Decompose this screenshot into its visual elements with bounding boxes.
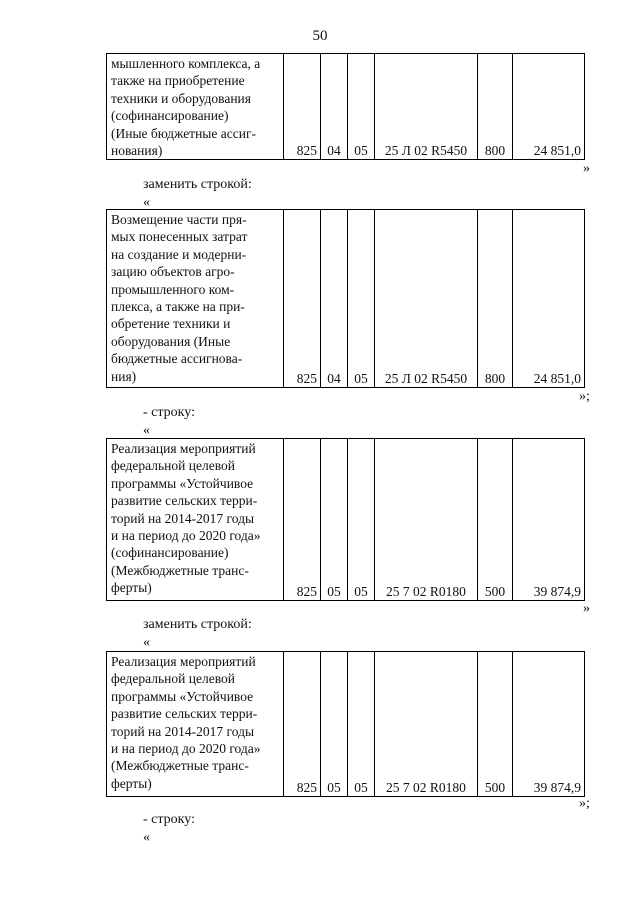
expense-type-code: 800 <box>478 54 513 160</box>
budget-table-2 <box>106 209 585 388</box>
item-name-line: и на период до 2020 года» <box>111 741 261 757</box>
item-name-cell <box>107 439 284 601</box>
budget-table-1 <box>106 53 585 160</box>
item-name-line: развитие сельских терри- <box>111 706 258 722</box>
item-name-line: Реализация мероприятий <box>111 441 256 456</box>
table-row <box>107 210 585 388</box>
item-name-line: торий на 2014-2017 годы <box>111 723 255 739</box>
item-name-line: (Межбюджетные транс- <box>111 758 249 774</box>
close-quote: » <box>583 161 590 176</box>
subsection-code: 05 <box>348 652 375 797</box>
ministry-code: 825 <box>284 652 321 797</box>
page-number: 50 <box>312 28 328 44</box>
ministry-code: 825 <box>284 210 321 388</box>
item-name-line: Возмещение части пря- <box>111 212 247 227</box>
item-name-line: бюджетные ассигнова- <box>111 351 243 367</box>
close-quote: » <box>583 601 590 616</box>
expense-type-code: 500 <box>478 652 513 797</box>
ministry-code: 825 <box>284 54 321 160</box>
close-quote: »; <box>579 389 590 404</box>
item-name-line: федеральной целевой <box>111 458 235 474</box>
item-name-line: (Иные бюджетные ассиг- <box>111 125 256 141</box>
amount: 39 874,9 <box>513 652 585 797</box>
subsection-code: 05 <box>348 210 375 388</box>
item-name-line: зацию объектов агро- <box>111 264 235 280</box>
item-name-cell <box>107 210 284 388</box>
amount: 39 874,9 <box>513 439 585 601</box>
item-name-cell <box>107 54 284 160</box>
amount: 24 851,0 <box>513 210 585 388</box>
item-name-line: развитие сельских терри- <box>111 493 258 509</box>
expense-type-code: 500 <box>478 439 513 601</box>
open-quote: « <box>143 830 150 845</box>
item-name-line: ферты) <box>111 775 152 791</box>
item-name-line: (софинансирование) <box>111 108 229 124</box>
close-quote: »; <box>579 796 590 811</box>
item-name-line: мышленного комплекса, а <box>111 56 261 71</box>
table-row <box>107 54 585 160</box>
item-name-line: нования) <box>111 143 163 159</box>
table-row <box>107 652 585 797</box>
item-name-line: на создание и модерни- <box>111 246 247 262</box>
target-article-code: 25 Л 02 R5450 <box>375 54 478 160</box>
expense-type-code: 800 <box>478 210 513 388</box>
section-code: 05 <box>321 652 348 797</box>
open-quote: « <box>143 195 150 210</box>
target-article-code: 25 7 02 R0180 <box>375 652 478 797</box>
item-name-line: также на приобретение <box>111 73 245 89</box>
budget-table-3 <box>106 438 585 601</box>
ministry-code: 825 <box>284 439 321 601</box>
item-name-line: плекса, а также на при- <box>111 299 245 315</box>
amount: 24 851,0 <box>513 54 585 160</box>
item-name-cell <box>107 652 284 797</box>
section-code: 05 <box>321 439 348 601</box>
row-label-text: - строку: <box>143 405 195 420</box>
item-name-line: оборудования (Иные <box>111 333 231 349</box>
open-quote: « <box>143 635 150 650</box>
subsection-code: 05 <box>348 54 375 160</box>
item-name-line: (Межбюджетные транс- <box>111 562 249 578</box>
replace-with-row-text: заменить строкой: <box>143 617 252 632</box>
target-article-code: 25 7 02 R0180 <box>375 439 478 601</box>
section-code: 04 <box>321 54 348 160</box>
item-name-line: программы «Устойчивое <box>111 688 254 704</box>
item-name-line: (софинансирование) <box>111 545 229 561</box>
item-name-line: программы «Устойчивое <box>111 475 254 491</box>
item-name-line: и на период до 2020 года» <box>111 528 261 544</box>
table-row <box>107 439 585 601</box>
subsection-code: 05 <box>348 439 375 601</box>
item-name-line: Реализация мероприятий <box>111 654 256 669</box>
replace-with-row-text: заменить строкой: <box>143 177 252 192</box>
open-quote: « <box>143 423 150 438</box>
item-name-line: федеральной целевой <box>111 671 235 687</box>
item-name-line: мых понесенных затрат <box>111 229 248 245</box>
item-name-line: обретение техники и <box>111 316 231 332</box>
item-name-line: ферты) <box>111 580 152 596</box>
item-name-line: промышленного ком- <box>111 281 235 297</box>
item-name-line: ния) <box>111 368 137 384</box>
section-code: 04 <box>321 210 348 388</box>
target-article-code: 25 Л 02 R5450 <box>375 210 478 388</box>
item-name-line: техники и оборудования <box>111 90 251 106</box>
budget-table-4 <box>106 651 585 797</box>
row-label-text: - строку: <box>143 812 195 827</box>
item-name-line: торий на 2014-2017 годы <box>111 510 255 526</box>
